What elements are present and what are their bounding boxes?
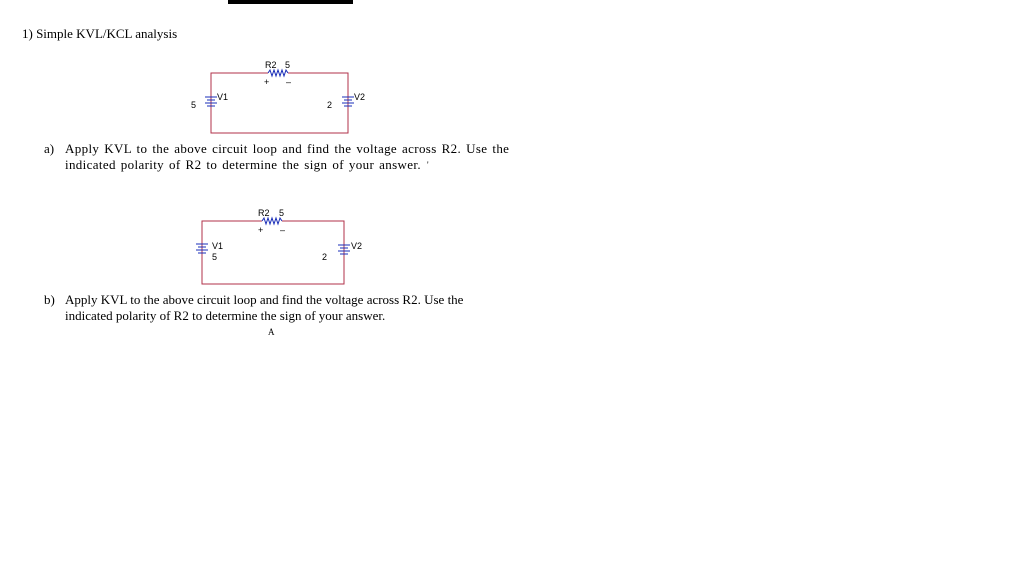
question-b: [44, 292, 463, 324]
circuit-a-minus-sign: –: [286, 77, 292, 87]
circuit-b-v1-value: 5: [212, 252, 218, 262]
question-a-label: a): [44, 141, 55, 156]
circuit-a-resistor-label: R2: [265, 60, 277, 70]
question-a-stray-mark: ': [426, 160, 429, 170]
question-b-label: b): [44, 292, 55, 307]
circuit-b-resistor: [262, 218, 282, 224]
circuit-b-plus-sign: +: [258, 225, 264, 235]
circuit-a-v2-value: 2: [327, 100, 333, 110]
question-b-line1: Apply KVL to the above circuit loop and find the voltage across R2. Use the: [65, 292, 464, 307]
circuit-b-resistor-label: R2: [258, 208, 270, 218]
circuit-b-v1-label: V1: [212, 241, 224, 251]
circuit-a-plus-sign: +: [264, 77, 270, 87]
circuit-a-v1-value: 5: [191, 100, 197, 110]
question-b-stray-mark: A: [268, 327, 275, 337]
circuit-b-resistor-value: 5: [279, 208, 285, 218]
circuit-a-v1-label: V1: [217, 92, 229, 102]
circuit-a-v2-label: V2: [354, 92, 366, 102]
circuit-b-v2-label: V2: [351, 241, 363, 251]
circuit-b-v2-value: 2: [322, 252, 328, 262]
circuit-b-minus-sign: –: [280, 225, 286, 235]
problem-heading: 1) Simple KVL/KCL analysis: [22, 26, 178, 41]
question-b-line2: indicated polarity of R2 to determine the sign of your answer.: [65, 308, 386, 323]
question-a-line2: indicated polarity of R2 to determine the sign of your answer.: [65, 157, 421, 172]
question-a-line1: Apply KVL to the above circuit loop and find the voltage across R2. Use the: [65, 141, 510, 156]
circuit-a-resistor-value: 5: [285, 60, 291, 70]
